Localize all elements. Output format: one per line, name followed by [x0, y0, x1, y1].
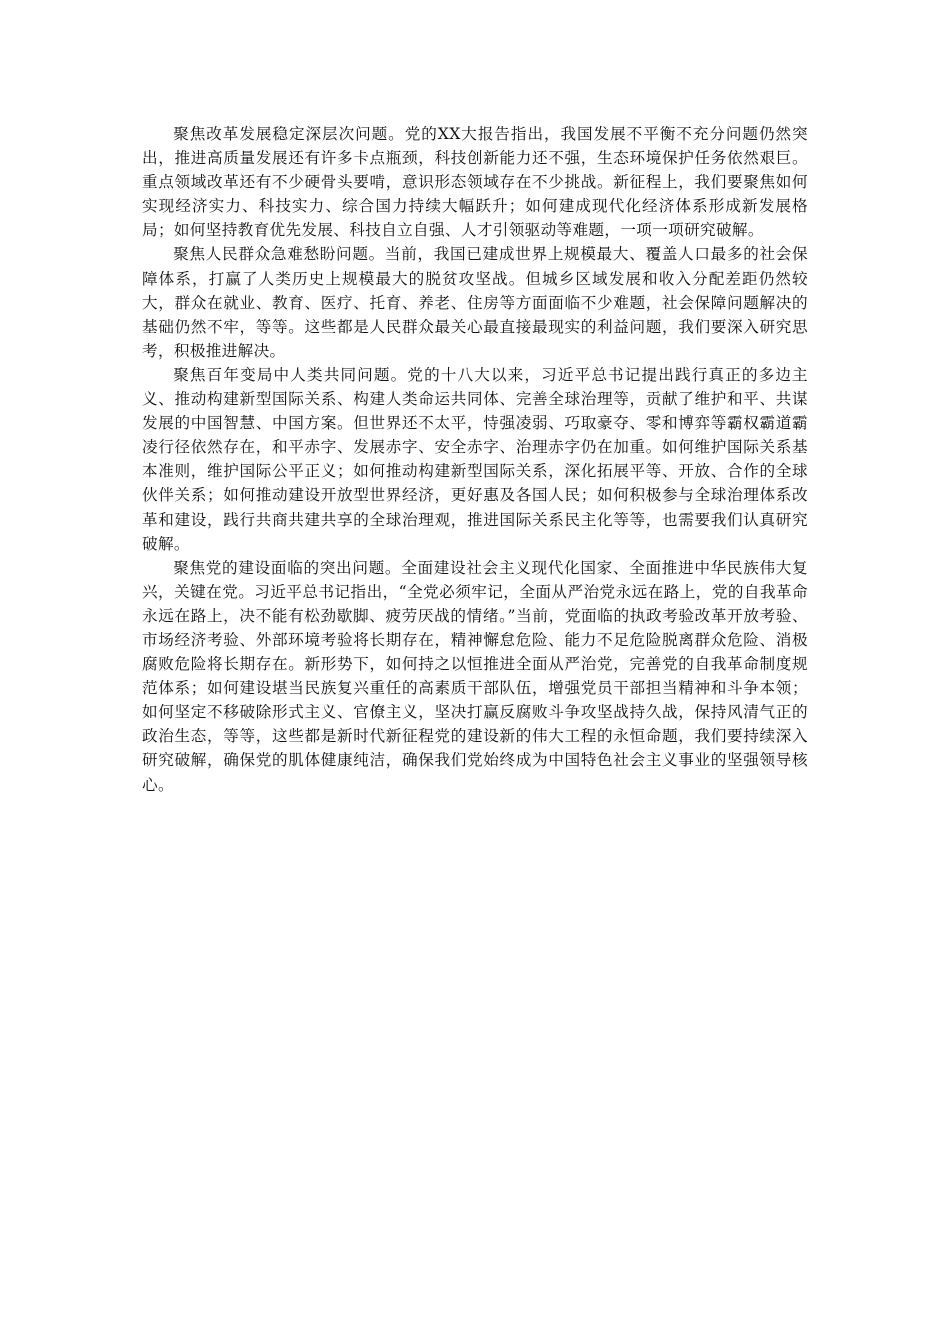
paragraph-party-building: 聚焦党的建设面临的突出问题。全面建设社会主义现代化国家、全面推进中华民族伟大复兴，关键在党。习近平总书记指出，“全党必须牢记，全面从严治党永远在路上，党的自我革命永远在路上，决不能有松劲歇脚、疲劳厌战的情绪。”当前，党面临的执政考验改革开放考验、市场经济考验、外部环境考验将长期存在，精神懈怠危险、能力不足危险脱离群众危险、消极腐败危险将长期存在。新形势下，如何持之以恒推进全面从严治党，完善党的自我革命制度规范体系；如何建设堪当民族复兴重任的高素质干部队伍，增强党员干部担当精神和斗争本领；如何坚定不移破除形式主义、官僚主义，坚决打赢反腐败斗争攻坚战持久战，保持风清气正的政治生态，等等，这些都是新时代新征程党的建设新的伟大工程的永恒命题，我们要持续深入研究破解，确保党的肌体健康纯洁，确保我们党始终成为中国特色社会主义事业的坚强领导核心。	[142, 558, 808, 794]
paragraph-people-concerns: 聚焦人民群众急难愁盼问题。当前，我国已建成世界上规模最大、覆盖人口最多的社会保障体系，打赢了人类历史上规模最大的脱贫攻坚战。但城乡区域发展和收入分配差距仍然较大，群众在就业、教育、医疗、托育、养老、住房等方面面临不少难题，社会保障问题解决的基础仍然不牢，等等。这些都是人民群众最关心最直接最现实的利益问题，我们要深入研究思考，积极推进解决。	[142, 245, 808, 360]
paragraph-reform-development: 聚焦改革发展稳定深层次问题。党的XX大报告指出，我国发展不平衡不充分问题仍然突出，推进高质量发展还有许多卡点瓶颈，科技创新能力还不强，生态环境保护任务依然艰巨。重点领域改革还有不少硬骨头要啃，意识形态领域存在不少挑战。新征程上，我们要聚焦如何实现经济实力、科技实力、综合国力持续大幅跃升；如何建成现代化经济体系形成新发展格局；如何坚持教育优先发展、科技自立自强、人才引领驱动等难题，一项一项研究破解。	[142, 125, 808, 240]
paragraph-global-issues: 聚焦百年变局中人类共同问题。党的十八大以来，习近平总书记提出践行真正的多边主义、推动构建新型国际关系、构建人类命运共同体、完善全球治理等，贡献了维护和平、共谋发展的中国智慧、中国方案。但世界还不太平，恃强凌弱、巧取豪夺、零和博弈等霸权霸道霸凌行径依然存在，和平赤字、发展赤字、安全赤字、治理赤字仍在加重。如何维护国际关系基本准则，维护国际公平正义；如何推动构建新型国际关系，深化拓展平等、开放、合作的全球伙伴关系；如何推动建设开放型世界经济，更好惠及各国人民；如何积极参与全球治理体系改革和建设，践行共商共建共享的全球治理观，推进国际关系民主化等等，也需要我们认真研究破解。	[142, 365, 808, 553]
document-body	[142, 122, 808, 797]
